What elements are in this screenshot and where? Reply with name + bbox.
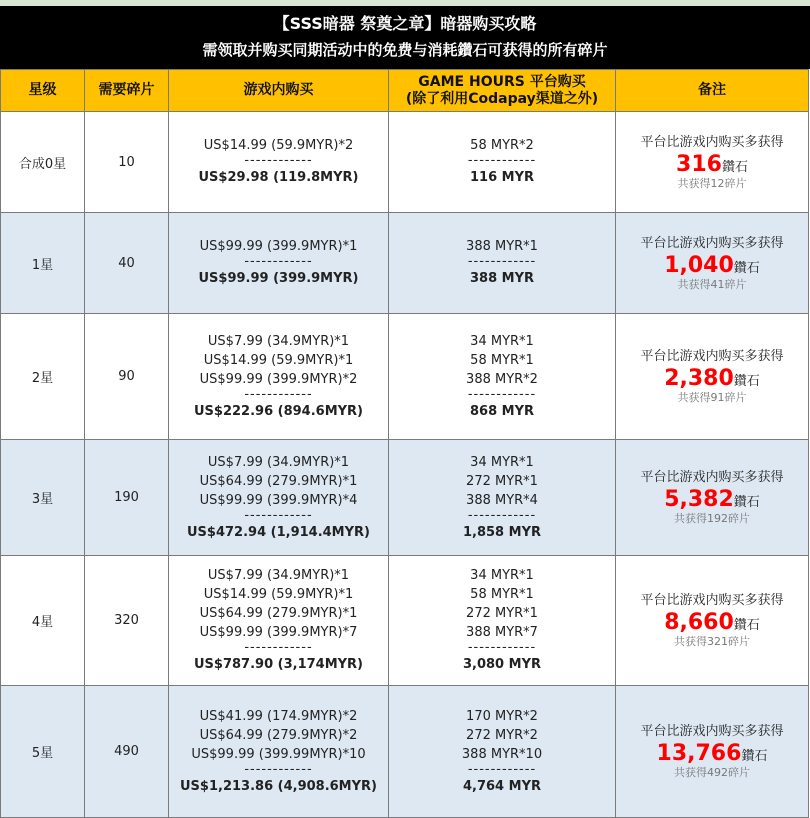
note-diamonds-line (616, 152, 808, 177)
note-text: 平台比游戏内购买多获得 (640, 134, 784, 150)
platform-item: 388 MYR*7 (466, 625, 538, 640)
shards-cell: 10 (85, 112, 169, 213)
diamond-unit: 鑽石 (721, 159, 748, 175)
ingame-cell (169, 686, 389, 818)
diamond-unit: 鑽石 (733, 495, 760, 510)
star-cell: 1星 (1, 213, 85, 314)
note-diamonds-line (616, 253, 808, 278)
ingame-total: US$1,213.86 (4,908.6MYR) (180, 778, 377, 794)
platform-separator: ------------ (467, 640, 537, 655)
ingame-item: US$99.99 (399.9MYR)*2 (199, 371, 358, 387)
ingame-total: US$787.90 (3,174MYR) (193, 657, 364, 672)
page-title: 【SSS暗器 祭奠之章】暗器购买攻略 (273, 14, 537, 33)
platform-item: 170 MYR*2 (466, 708, 538, 724)
total-shards: 共获得492碎片 (674, 766, 750, 779)
platform-item: 272 MYR*1 (466, 473, 538, 489)
platform-total: 4,764 MYR (462, 778, 541, 794)
diamond-unit: 鑽石 (733, 618, 760, 633)
total-shards: 共获得192碎片 (674, 512, 750, 525)
platform-total: 116 MYR (469, 170, 535, 185)
note-diamonds-line (616, 610, 808, 635)
ingame-cell (169, 556, 389, 686)
note-cell (616, 314, 809, 440)
diamond-amount: 5,382 (664, 487, 734, 512)
shards-cell: 90 (85, 314, 169, 440)
ingame-item: US$99.99 (399.9MYR)*4 (199, 492, 358, 508)
platform-item: 388 MYR*1 (466, 239, 538, 254)
platform-separator: ------------ (467, 153, 537, 168)
platform-separator: ------------ (467, 507, 537, 523)
ingame-separator: ------------ (244, 761, 313, 777)
platform-item: 34 MYR*1 (470, 454, 534, 470)
diamond-amount: 2,380 (664, 366, 734, 391)
platform-item: 388 MYR*10 (461, 746, 543, 762)
note-text: 平台比游戏内购买多获得 (640, 349, 784, 364)
platform-item: 272 MYR*1 (466, 606, 538, 621)
ingame-cell (169, 213, 389, 314)
diamond-amount: 8,660 (664, 610, 734, 635)
note-text: 平台比游戏内购买多获得 (640, 235, 784, 251)
table-row (1, 213, 809, 314)
ingame-item: US$99.99 (399.9MYR)*1 (199, 239, 358, 254)
star-cell: 2星 (1, 314, 85, 440)
ingame-item: US$64.99 (279.9MYR)*1 (199, 473, 358, 489)
ingame-item: US$99.99 (399.99MYR)*10 (191, 746, 366, 762)
note-diamonds-line (616, 366, 808, 391)
platform-cell (389, 686, 616, 818)
shards-cell: 320 (85, 556, 169, 686)
table-row (1, 440, 809, 556)
note-text: 平台比游戏内购买多获得 (640, 724, 784, 739)
page-subtitle: 需领取并购买同期活动中的免费与消耗鑽石可获得的所有碎片 (202, 41, 608, 59)
ingame-total: US$29.98 (119.8MYR) (198, 170, 359, 185)
col-header-note: 备注 (616, 70, 809, 112)
ingame-item: US$99.99 (399.9MYR)*7 (199, 625, 358, 640)
ingame-item: US$7.99 (34.9MYR)*1 (207, 454, 350, 470)
total-shards: 共获得91碎片 (677, 391, 747, 404)
ingame-total: US$222.96 (894.6MYR) (193, 403, 364, 419)
table-row (1, 686, 809, 818)
shards-cell: 40 (85, 213, 169, 314)
platform-item: 34 MYR*1 (470, 333, 534, 349)
platform-item: 34 MYR*1 (470, 568, 534, 583)
platform-cell (389, 314, 616, 440)
platform-item: 58 MYR*1 (470, 587, 534, 602)
ingame-total: US$472.94 (1,914.4MYR) (186, 524, 370, 540)
platform-separator: ------------ (467, 761, 537, 777)
star-cell: 3星 (1, 440, 85, 556)
note-cell (616, 213, 809, 314)
ingame-separator: ------------ (244, 386, 313, 402)
ingame-separator: ------------ (244, 640, 313, 655)
note-text: 平台比游戏内购买多获得 (640, 593, 784, 608)
platform-cell (389, 112, 616, 213)
platform-separator: ------------ (467, 254, 537, 269)
platform-total: 388 MYR (469, 271, 535, 286)
total-shards: 共获得41碎片 (677, 277, 747, 291)
star-cell: 合成0星 (1, 112, 85, 213)
note-diamonds-line (616, 741, 808, 766)
platform-total: 868 MYR (469, 403, 535, 419)
ingame-total: US$99.99 (399.9MYR) (198, 271, 359, 286)
col-header-platform-line1: GAME HOURS 平台购买 (418, 73, 586, 90)
ingame-item: US$14.99 (59.9MYR)*2 (203, 138, 354, 153)
table-row (1, 314, 809, 440)
total-shards: 共获得12碎片 (677, 176, 747, 190)
ingame-separator: ------------ (244, 507, 313, 523)
col-header-star: 星级 (1, 70, 85, 112)
ingame-cell (169, 314, 389, 440)
shards-cell: 190 (85, 440, 169, 556)
table-body (1, 112, 809, 818)
ingame-cell (169, 112, 389, 213)
note-cell (616, 556, 809, 686)
diamond-amount: 13,766 (656, 741, 742, 766)
col-header-shards: 需要碎片 (85, 70, 169, 112)
platform-item: 58 MYR*1 (470, 352, 534, 368)
table-row (1, 112, 809, 213)
ingame-item: US$7.99 (34.9MYR)*1 (207, 333, 350, 349)
ingame-item: US$14.99 (59.9MYR)*1 (203, 587, 354, 602)
platform-cell (389, 213, 616, 314)
diamond-unit: 鑽石 (733, 374, 760, 389)
platform-total: 3,080 MYR (462, 657, 541, 672)
ingame-item: US$64.99 (279.9MYR)*2 (199, 727, 358, 743)
ingame-separator: ------------ (244, 254, 313, 269)
note-text: 平台比游戏内购买多获得 (640, 470, 784, 485)
ingame-item: US$41.99 (174.9MYR)*2 (199, 708, 358, 724)
ingame-separator: ------------ (244, 153, 313, 168)
platform-item: 272 MYR*2 (466, 727, 538, 743)
platform-item: 58 MYR*2 (470, 138, 534, 153)
note-cell (616, 686, 809, 818)
diamond-unit: 鑽石 (733, 260, 760, 276)
ingame-item: US$7.99 (34.9MYR)*1 (207, 568, 350, 583)
title-banner (0, 6, 810, 69)
col-header-platform (389, 70, 616, 112)
platform-item: 388 MYR*2 (466, 371, 538, 387)
total-shards: 共获得321碎片 (674, 635, 750, 648)
platform-cell (389, 440, 616, 556)
star-cell: 5星 (1, 686, 85, 818)
ingame-cell (169, 440, 389, 556)
diamond-amount: 316 (676, 151, 722, 177)
ingame-item: US$64.99 (279.9MYR)*1 (199, 606, 358, 621)
diamond-amount: 1,040 (664, 252, 734, 278)
platform-cell (389, 556, 616, 686)
platform-total: 1,858 MYR (462, 524, 541, 540)
platform-item: 388 MYR*4 (466, 492, 538, 508)
platform-separator: ------------ (467, 386, 537, 402)
note-cell (616, 440, 809, 556)
ingame-item: US$14.99 (59.9MYR)*1 (203, 352, 354, 368)
note-cell (616, 112, 809, 213)
purchase-table (0, 69, 809, 818)
col-header-ingame: 游戏内购买 (169, 70, 389, 112)
note-diamonds-line (616, 487, 808, 512)
shards-cell: 490 (85, 686, 169, 818)
diamond-unit: 鑽石 (741, 749, 768, 764)
table-row (1, 556, 809, 686)
col-header-platform-line2: (除了利用Codapay渠道之外) (405, 90, 599, 107)
header-row (1, 70, 809, 112)
star-cell: 4星 (1, 556, 85, 686)
